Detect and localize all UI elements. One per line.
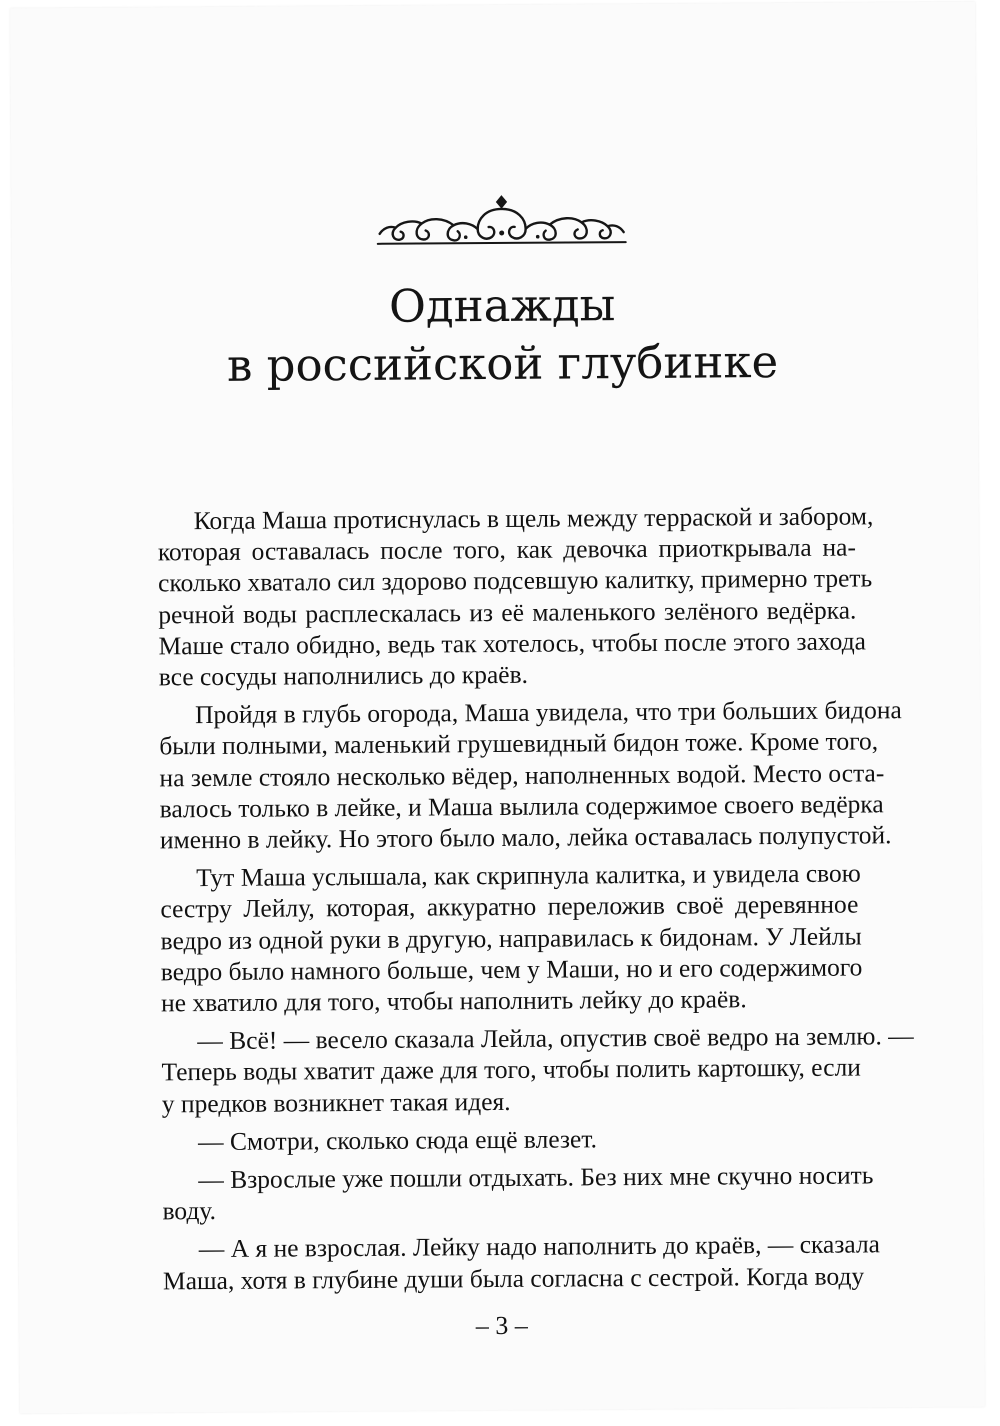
paragraph-3 [124,858,863,1019]
text-line: — Всё! — весело сказала Лейла, опустив своё ведро на землю. — [197,1021,914,1056]
body-text [122,500,914,1303]
book-page [10,2,985,1414]
chapter-title [112,274,893,395]
chapter-title-line-2: в российской глубинке [226,335,779,392]
text-line: — А я не взрослая. Лейку надо наполнить до краёв, — сказала [198,1229,881,1264]
paragraph-6-dialogue [126,1160,874,1228]
text-line: речной воды расплескалась из её маленького зелёного ведёрка. [158,595,857,629]
text-line: Когда Маша протиснулась в щель между терраской и забором, [193,501,874,536]
text-line: валось только в лейке, и Маша вылила содержимое своего ведёрка [159,789,884,824]
text-line: Маше стало обидно, ведь так хотелось, чтобы после этого захода [158,626,867,661]
text-line: — Взрослые уже пошли отдыхать. Без них мне скучно носить [198,1160,874,1195]
text-line: Маша, хотя в глубине души была согласна с сестрой. Когда воду [162,1261,865,1296]
text-line: ведро было намного больше, чем у Маши, но и его содержимого [160,952,863,987]
text-line: которая оставалась после того, как девочка приоткрывала на- [157,532,856,567]
text-line: ведро из одной руки в другую, направилась к бидонам. У Лейлы [160,921,862,955]
text-line: сколько хватало сил здорово подсевшую калитку, примерно треть [158,563,873,598]
paragraph-1 [122,500,874,692]
text-line: — Смотри, сколько сюда ещё влезет. [197,1124,597,1156]
vine-flourish-ornament-icon [373,192,629,252]
page-number: – 3 – [475,1310,528,1341]
text-line: воду. [162,1196,217,1226]
text-line: на земле стояло несколько вёдер, наполненных водой. Место оста- [159,757,885,792]
paragraph-2 [123,695,902,856]
chapter-title-line-1: Однажды [388,278,616,333]
text-line: все сосуды наполнились до краёв. [158,659,529,692]
text-line: были полными, маленький грушевидный бидон тоже. Кроме того, [159,726,879,761]
text-line: Теперь воды хватит даже для того, чтобы полить картошку, если [161,1052,861,1087]
text-line: именно в лейку. Но этого было мало, лейка оставалась полупустой. [159,820,892,855]
text-line: Тут Маша услышала, как скрипнула калитка, и увидела свою [196,858,861,893]
text-line: у предков возникнет такая идея. [161,1086,511,1119]
paragraph-4-dialogue [125,1021,914,1120]
text-line: не хватило для того, чтобы наполнить лейку до краёв. [160,984,747,1018]
paragraph-7-dialogue [127,1229,881,1297]
paragraph-5-dialogue [126,1121,860,1157]
text-line: сестру Лейлу, которая, аккуратно переложив своё деревянное [160,889,859,924]
text-line: Пройдя в глубь огорода, Маша увидела, что три больших бидона [194,695,902,730]
